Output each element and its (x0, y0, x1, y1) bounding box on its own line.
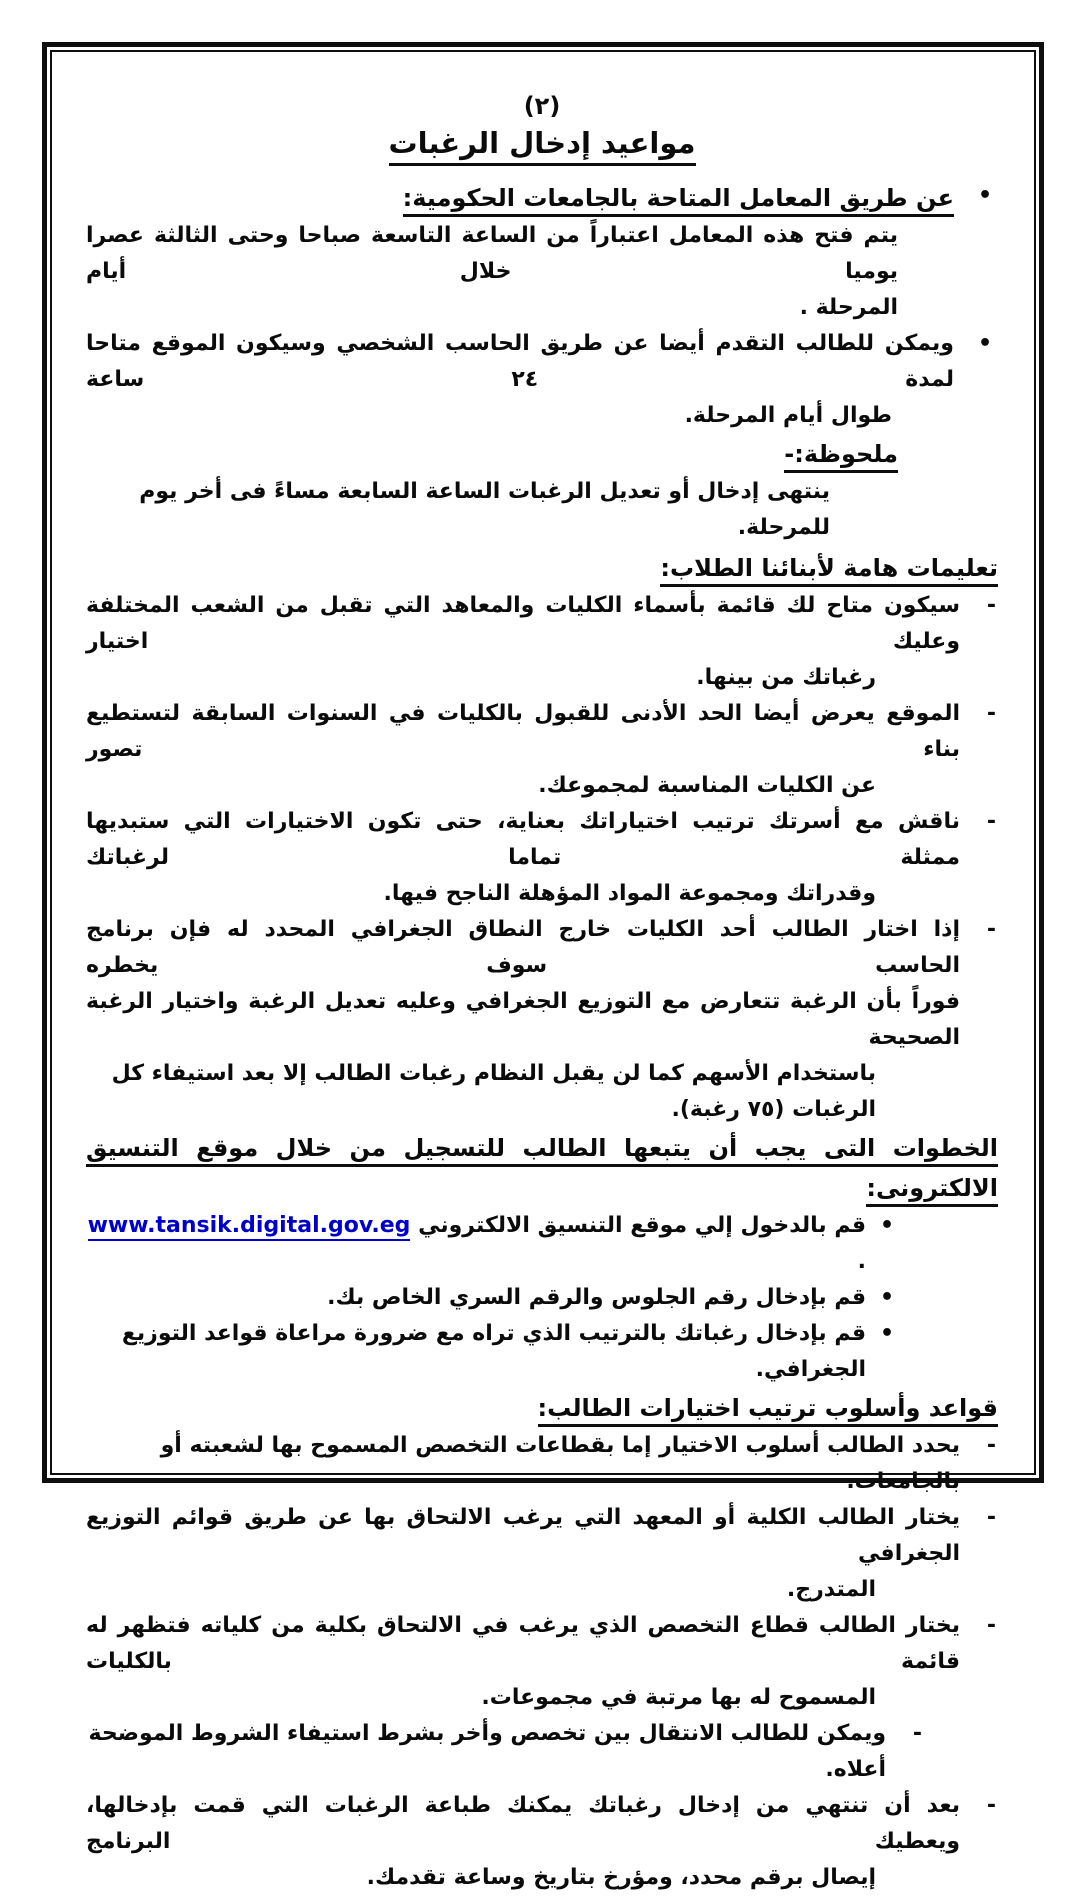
step-item (86, 1316, 898, 1388)
step-login-suffix: . (857, 1249, 866, 1274)
item-line: ويمكن للطالب الانتقال بين تخصص وأخر بشرط استيفاء الشروط الموضحة أعلاه. (88, 1721, 886, 1782)
labs-paragraph (86, 218, 998, 326)
bullet-icon: • (977, 331, 992, 356)
item-line: يختار الطالب قطاع التخصص الذي يرغب في الالتحاق بكلية من كلياته فتظهر له قائمة بالكليات (86, 1613, 960, 1674)
dash-icon: - (986, 701, 996, 726)
note-label: ملحوظة:- (86, 434, 998, 474)
item-line: سيكون متاح لك قائمة بأسماء الكليات والمعاهد التي تقبل من الشعب المختلفة وعليك اختيار (86, 593, 960, 654)
item-line: رغباتك من بينها. (696, 665, 876, 690)
step-login-prefix: قم بالدخول إلي موقع التنسيق الالكتروني (418, 1213, 866, 1238)
step-item (86, 1280, 898, 1316)
item-line: بعد أن تنتهي من إدخال رغباتك يمكنك طباعة الرغبات التي قمت بإدخالها، ويعطيك البرنامج (86, 1793, 960, 1854)
personal-computer-text (86, 326, 954, 434)
dash-icon: - (986, 1433, 996, 1458)
instruction-item (86, 912, 998, 1128)
page-content (52, 52, 1034, 1890)
note-text: ينتهى إدخال أو تعديل الرغبات الساعة السابعة مساءً فى أخر يوم للمرحلة. (139, 479, 830, 540)
item-line: يختار الطالب الكلية أو المعهد التي يرغب الالتحاق بها عن طريق قوائم التوزيع الجغرافي (86, 1505, 960, 1566)
item-line: المسموح له بها مرتبة في مجموعات. (481, 1685, 876, 1710)
bullet-icon: • (977, 183, 992, 208)
step-credentials-line: قم بإدخال رقم الجلوس والرقم السري الخاص بك. (327, 1285, 866, 1310)
dash-icon: - (986, 593, 996, 618)
labs-heading: عن طريق المعامل المتاحة بالجامعات الحكومية: (86, 178, 954, 218)
item-line: إيصال برقم محدد، ومؤرخ بتاريخ وساعة تقدمك. (366, 1865, 876, 1890)
item-line: الموقع يعرض أيضا الحد الأدنى للقبول بالكليات في السنوات السابقة لتستطيع بناء تصور (86, 701, 960, 762)
rule-item (86, 1608, 998, 1716)
dash-icon: - (986, 809, 996, 834)
instruction-item (86, 588, 998, 696)
personal-computer-item (86, 326, 998, 434)
dash-icon: - (986, 917, 996, 942)
item-line: المتدرج. (786, 1577, 876, 1602)
bullet-icon: • (879, 1321, 894, 1346)
labs-heading-item (86, 178, 998, 218)
steps-list (86, 1208, 998, 1388)
step-login-line (86, 1208, 866, 1280)
rules-heading: قواعد وأسلوب ترتيب اختيارات الطالب: (86, 1388, 998, 1428)
rule-item (86, 1788, 998, 1896)
dash-icon: - (986, 1613, 996, 1638)
instruction-item (86, 696, 998, 804)
labs-paragraph-line: المرحلة . (799, 295, 898, 320)
rule-item (86, 1500, 998, 1608)
dash-icon: - (986, 1505, 996, 1530)
item-line: ويمكن للطالب التقدم أيضا عن طريق الحاسب الشخصي وسيكون الموقع متاحا لمدة ٢٤ ساعة (86, 331, 954, 392)
item-line: إذا اختار الطالب أحد الكليات خارج النطاق الجغرافي المحدد له فإن برنامج الحاسب سوف يخطره (86, 917, 960, 978)
rule-item (86, 1428, 998, 1500)
labs-paragraph-line: يتم فتح هذه المعامل اعتباراً من الساعة التاسعة صباحا وحتى الثالثة عصرا يوميا خلال أيام (86, 223, 898, 284)
item-line: وقدراتك ومجموعة المواد المؤهلة الناجح فيها. (383, 881, 876, 906)
dash-icon: - (912, 1721, 922, 1746)
dash-icon: - (986, 1793, 996, 1818)
step-item (86, 1208, 898, 1280)
item-line: فوراً بأن الرغبة تتعارض مع التوزيع الجغرافي وعليه تعديل الرغبة واختيار الرغبة الصحيحة (86, 989, 960, 1050)
rule-item (86, 1716, 924, 1788)
page-title: مواعيد إدخال الرغبات (86, 122, 998, 164)
item-line: يحدد الطالب أسلوب الاختيار إما بقطاعات التخصص المسموح بها لشعبته أو بالجامعات. (160, 1433, 960, 1494)
page-number: (٢) (523, 92, 561, 120)
item-line: عن الكليات المناسبة لمجموعك. (538, 773, 876, 798)
bullet-icon: • (879, 1213, 894, 1238)
steps-heading: الخطوات التى يجب أن يتبعها الطالب للتسجيل من خلال موقع التنسيق الالكترونى: (86, 1128, 998, 1208)
page-outer-border (42, 42, 1044, 1890)
item-line: ناقش مع أسرتك ترتيب اختياراتك بعناية، حتى تكون الاختيارات التي ستبديها ممثلة تماما لرغباتك (86, 809, 960, 870)
instruction-item (86, 804, 998, 912)
item-line: باستخدام الأسهم كما لن يقبل النظام رغبات الطالب إلا بعد استيفاء كل الرغبات (٧٥ رغبة). (111, 1061, 876, 1122)
page-inner-border (50, 50, 1036, 1890)
bullet-icon: • (879, 1285, 894, 1310)
instructions-heading: تعليمات هامة لأبنائنا الطلاب: (86, 548, 998, 588)
item-line: طوال أيام المرحلة. (684, 403, 892, 428)
tansik-website-link[interactable]: www.tansik.digital.gov.eg (88, 1213, 411, 1241)
step-enter-choices-line: قم بإدخال رغباتك بالترتيب الذي تراه مع ضرورة مراعاة قواعد التوزيع الجغرافي. (121, 1321, 866, 1382)
